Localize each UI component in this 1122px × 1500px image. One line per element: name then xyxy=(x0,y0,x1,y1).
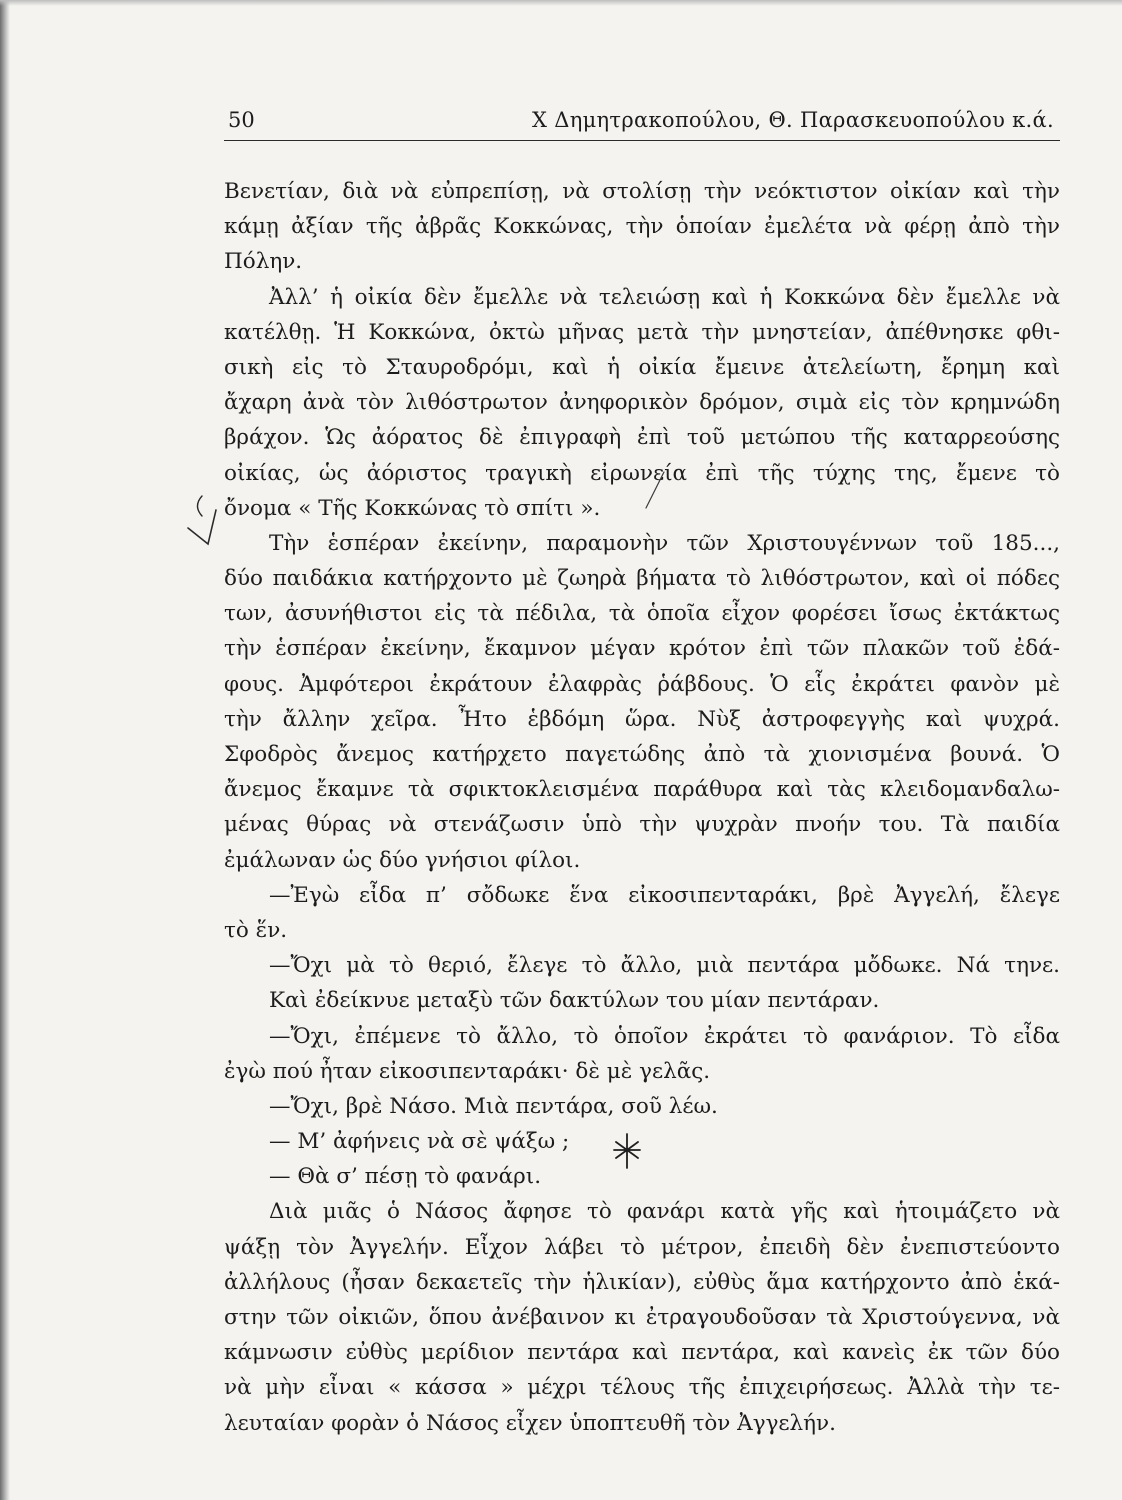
text-line: Πόλην. xyxy=(224,249,303,275)
text-line: Βενετίαν, διὰ νὰ εὐπρεπίσῃ, νὰ στολίσῃ τὴν νεόκτιστον οἰκίαν καὶ τὴν xyxy=(224,179,1060,204)
text-line: Καὶ ἐδείκνυε μεταξὺ τῶν δακτύλων του μίαν πεντάραν. xyxy=(269,988,880,1014)
text-line: κάμνωσιν εὐθὺς μερίδιον πεντάρα καὶ πεντάρα, καὶ κανεὶς ἐκ τῶν δύο xyxy=(224,1340,1060,1366)
text-line: — Μ’ ἀφήνεις νὰ σὲ ψάξω ; xyxy=(269,1129,570,1155)
text-line: Διὰ μιᾶς ὁ Νάσος ἄφησε τὸ φανάρι κατὰ γῆς καὶ ἡτοιμάζετο νὰ xyxy=(269,1199,1060,1225)
text-line: ἐμάλωναν ὡς δύο γνήσιοι φίλοι. xyxy=(224,847,581,873)
text-line: οἰκίας, ὡς ἀόριστος τραγικὴ εἰρωνεία ἐπὶ τῆς τύχης της, ἔμενε τὸ xyxy=(224,460,1060,486)
text-line: ψάξῃ τὸν Ἀγγελήν. Εἶχον λάβει τὸ μέτρον, ἐπειδὴ δὲν ἐνεπιστεύοντο xyxy=(224,1234,1060,1260)
text-line: —Ὄχι, ἐπέμενε τὸ ἄλλο, τὸ ὁποῖον ἐκράτει τὸ φανάριον. Τὸ εἶδα xyxy=(269,1023,1060,1049)
text-line: τὴν ἄλλην χεῖρα. Ἦτο ἑβδόμη ὥρα. Νὺξ ἀστροφεγγὴς καὶ ψυχρά. xyxy=(224,706,1060,732)
text-line: —Ὄχι μὰ τὸ θεριό, ἔλεγε τὸ ἄλλο, μιὰ πεντάρα μὄδωκε. Νά τηνε. xyxy=(269,953,1060,979)
text-line: —Ἐγὼ εἶδα π’ σὄδωκε ἕνα εἰκοσιπενταράκι, βρὲ Ἀγγελή, ἔλεγε xyxy=(269,882,1060,908)
text-line: τὸ ἕν. xyxy=(224,917,288,943)
text-line: ἄχαρη ἀνὰ τὸν λιθόστρωτον ἀνηφορικὸν δρόμον, σιμὰ εἰς τὸν κρημνώδη xyxy=(224,390,1060,416)
text-line: —Ὄχι, βρὲ Νάσο. Μιὰ πεντάρα, σοῦ λέω. xyxy=(269,1093,718,1119)
body-text xyxy=(224,174,1060,1441)
text-line: σικὴ εἰς τὸ Σταυροδρόμι, καὶ ἡ οἰκία ἔμεινε ἀτελείωτη, ἔρημη καὶ xyxy=(224,354,1060,380)
text-line: ἐγὼ πού ἦταν εἰκοσιπενταράκι· δὲ μὲ γελᾶς. xyxy=(224,1058,711,1084)
text-line: κάμῃ ἀξίαν τῆς ἀβρᾶς Κοκκώνας, τὴν ὁποίαν ἐμελέτα νὰ φέρῃ ἀπὸ τὴν xyxy=(224,214,1060,240)
text-line: λευταίαν φορὰν ὁ Νάσος εἶχεν ὑποπτευθῆ τὸν Ἀγγελήν. xyxy=(224,1410,836,1436)
text-line: κατέλθῃ. Ἡ Κοκκώνα, ὀκτὼ μῆνας μετὰ τὴν μνηστείαν, ἀπέθνησκε φθι- xyxy=(224,319,1060,345)
slash-mark-icon xyxy=(640,470,670,510)
page-number: 50 xyxy=(228,108,255,132)
text-line: — Θὰ σ’ πέσῃ τὸ φανάρι. xyxy=(269,1164,542,1190)
text-line: μένας θύρας νὰ στενάζωσιν ὑπὸ τὴν ψυχρὰν πνοήν του. Τὰ παιδία xyxy=(224,812,1060,838)
text-line: βράχον. Ὡς ἀόρατος δὲ ἐπιγραφὴ ἐπὶ τοῦ μετώπου τῆς καταρρεούσης xyxy=(224,425,1060,451)
bracket-mark-icon xyxy=(190,494,204,518)
text-line: Σφοδρὸς ἄνεμος κατήρχετο παγετώδης ἀπὸ τὰ χιονισμένα βουνά. Ὁ xyxy=(224,742,1060,767)
text-line: των, ἀσυνήθιστοι εἰς τὰ πέδιλα, τὰ ὁποῖα εἶχον φορέσει ἴσως ἐκτάκτως xyxy=(224,601,1060,627)
text-line: τὴν ἑσπέραν ἐκείνην, ἔκαμνον μέγαν κρότον ἐπὶ τῶν πλακῶν τοῦ ἐδά- xyxy=(224,636,1060,662)
text-line: δύο παιδάκια κατήρχοντο μὲ ζωηρὰ βήματα τὸ λιθόστρωτον, καὶ οἱ πόδες xyxy=(224,566,1060,592)
text-line: ὄνομα « Τῆς Κοκκώνας τὸ σπίτι ». xyxy=(224,495,601,521)
text-line: νὰ μὴν εἶναι « κάσσα » μέχρι τέλους τῆς ἐπιχειρήσεως. Ἀλλὰ τὴν τε- xyxy=(224,1375,1060,1401)
text-line: ἄνεμος ἔκαμνε τὰ σφικτοκλεισμένα παράθυρα καὶ τὰς κλειδομανδαλω- xyxy=(224,777,1060,803)
page-header xyxy=(224,104,1060,141)
text-line: Τὴν ἑσπέραν ἐκείνην, παραμονὴν τῶν Χριστουγέννων τοῦ 185..., xyxy=(269,530,1060,556)
running-head: Χ Δημητρακοπούλου, Θ. Παρασκευοπούλου κ.ά. xyxy=(532,108,1054,132)
text-line: Ἀλλ’ ἡ οἰκία δὲν ἔμελλε νὰ τελειώσῃ καὶ ἡ Κοκκώνα δὲν ἔμελλε νὰ xyxy=(269,284,1060,310)
text-line: στην τῶν οἰκιῶν, ὅπου ἀνέβαινον κι ἐτραγουδοῦσαν τὰ Χριστούγεννα, νὰ xyxy=(224,1305,1060,1330)
asterisk-icon xyxy=(610,1130,644,1170)
text-line: φους. Ἀμφότεροι ἐκράτουν ἐλαφρὰς ῥάβδους. Ὁ εἷς ἐκράτει φανὸν μὲ xyxy=(224,671,1060,697)
text-line: ἀλλήλους (ἦσαν δεκαετεῖς τὴν ἡλικίαν), εὐθὺς ἅμα κατήρχοντο ἀπὸ ἑκά- xyxy=(224,1269,1060,1295)
